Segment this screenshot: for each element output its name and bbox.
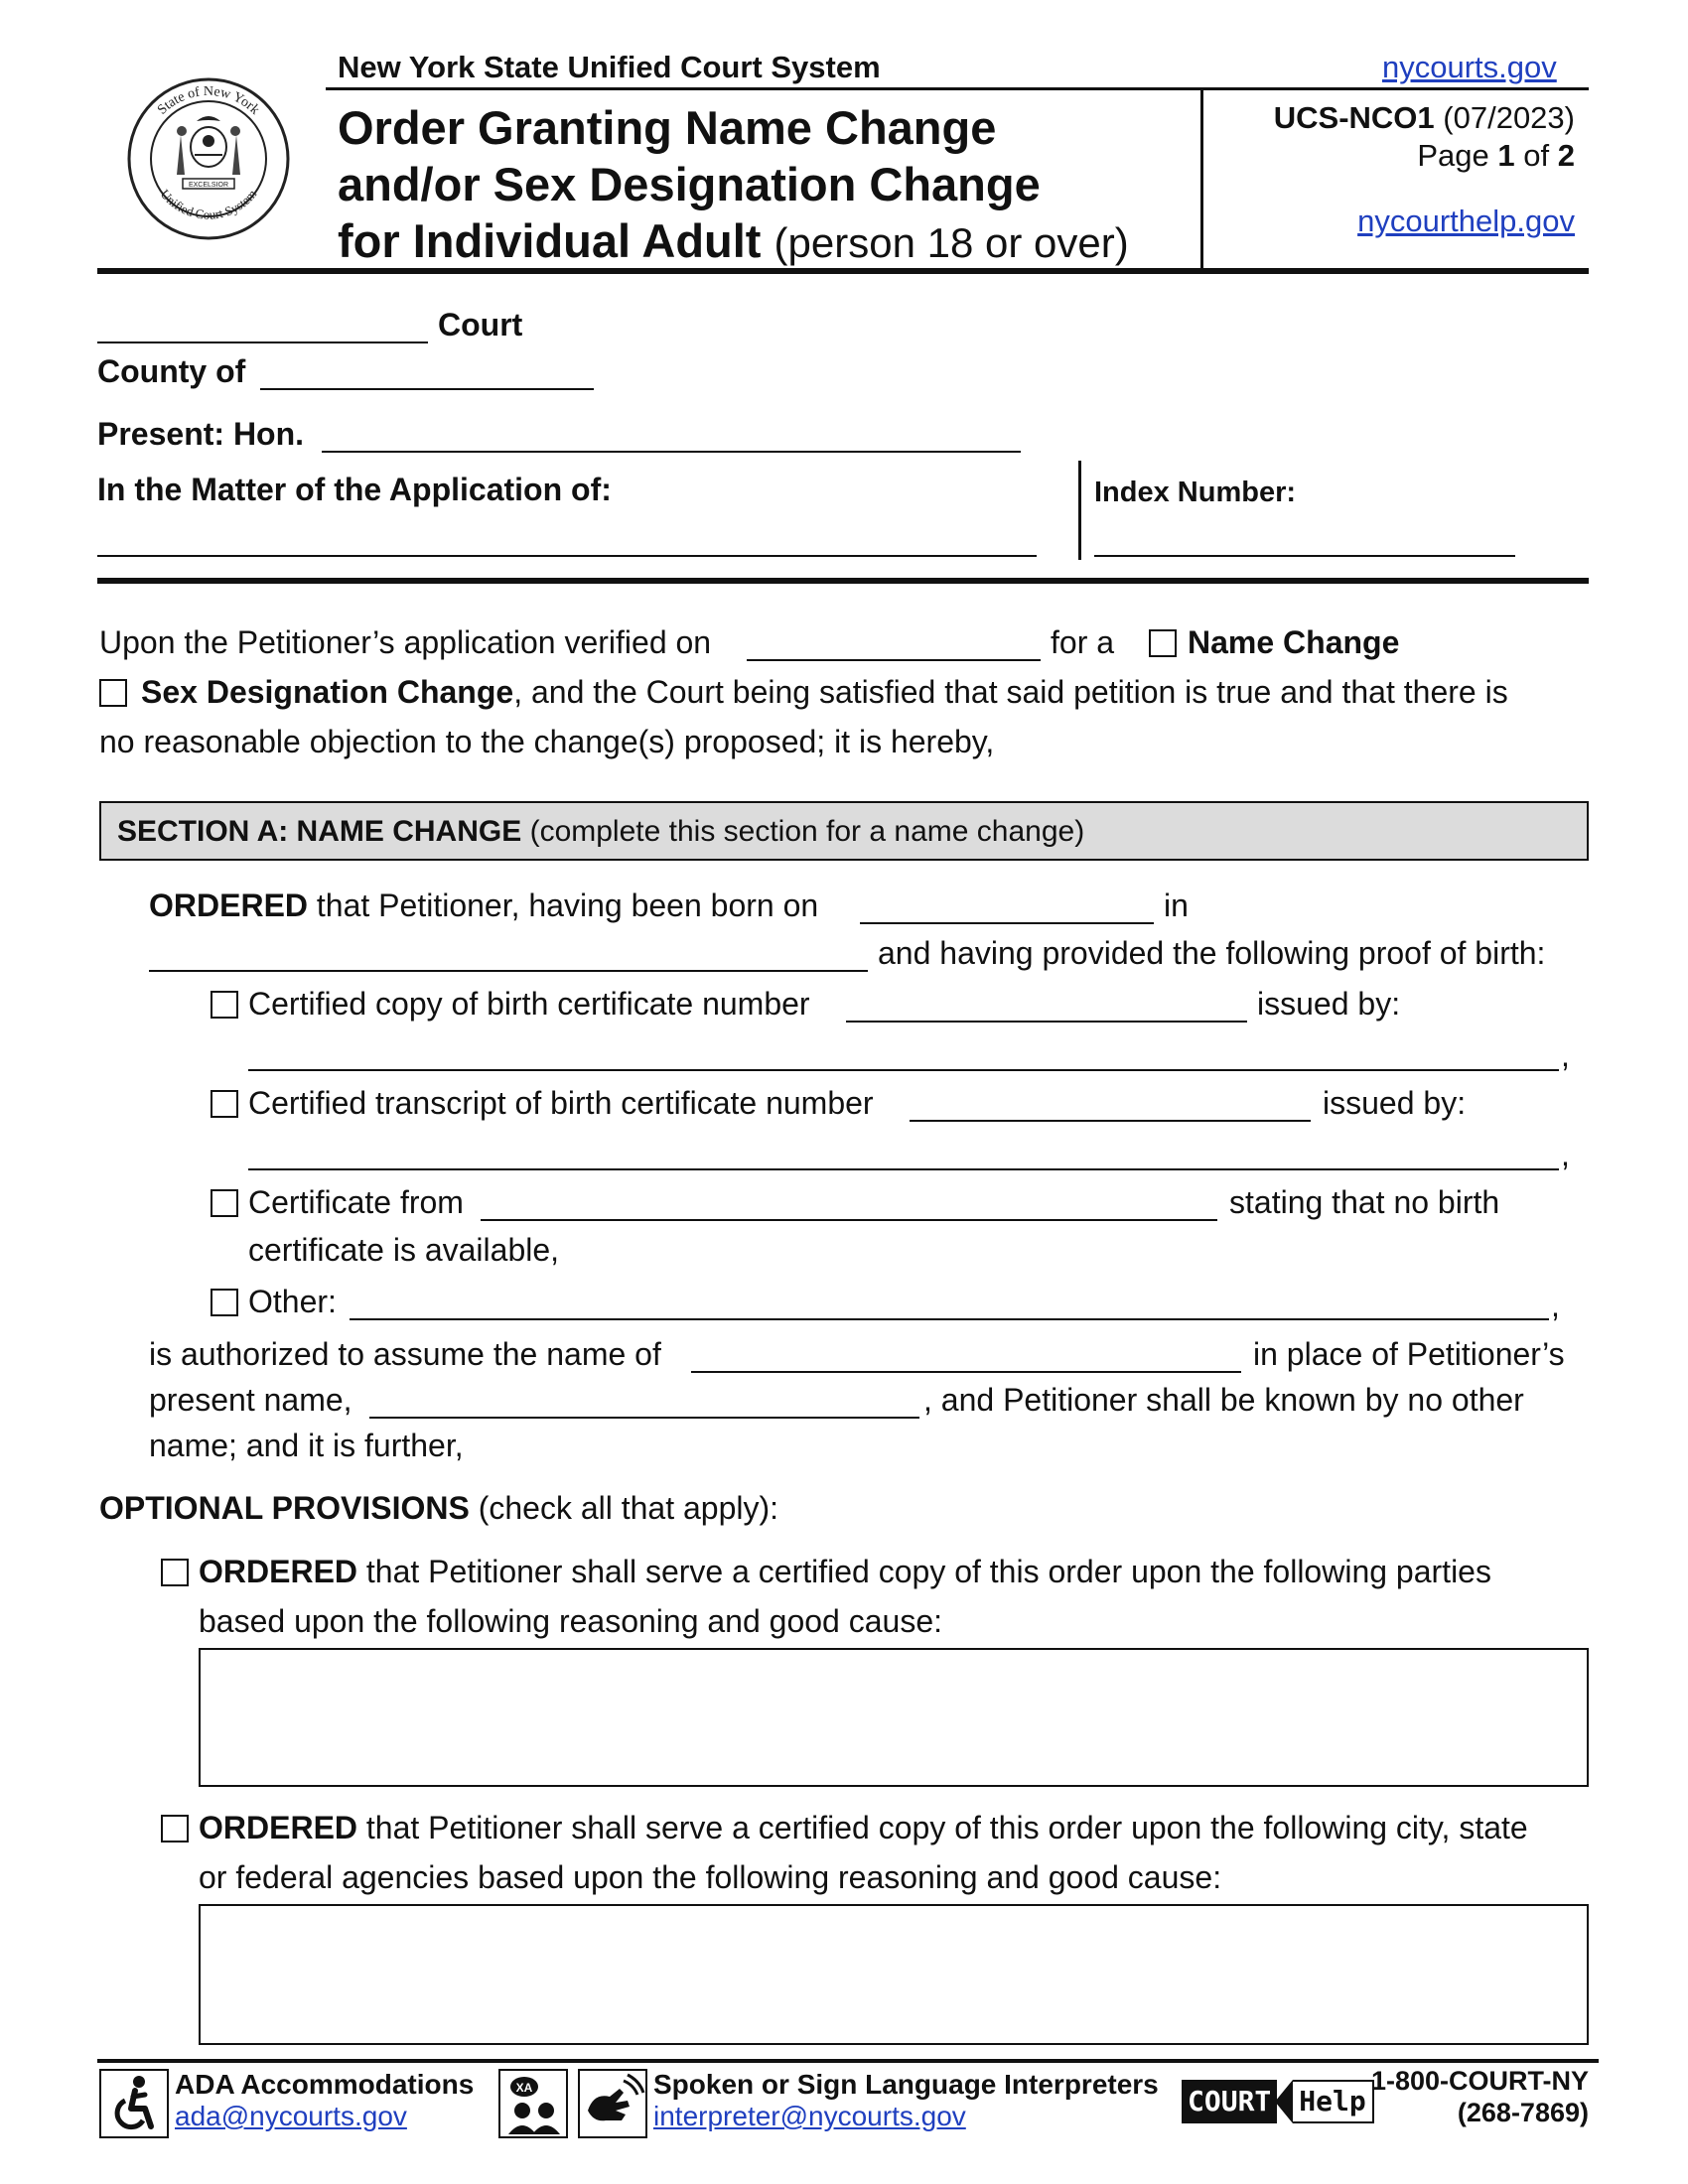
birth-cert-copy-label: Certified copy of birth certificate number (248, 986, 810, 1022)
in-text: in (1164, 887, 1189, 923)
in-place-text: in place of Petitioner’s (1253, 1336, 1565, 1372)
nycourthelp-link[interactable]: nycourthelp.gov (1357, 204, 1575, 238)
phone-digits: (268-7869) (1457, 2098, 1589, 2127)
birth-date-field[interactable] (860, 922, 1154, 924)
certificate-from-label: Certificate from (248, 1184, 464, 1220)
page-indicator: Page 1 of 2 (1417, 138, 1575, 173)
sex-designation-label: Sex Designation Change (141, 674, 514, 710)
no-birth-cert-checkbox[interactable] (211, 1189, 238, 1217)
index-divider (1078, 461, 1081, 560)
index-number-field[interactable] (1094, 555, 1515, 557)
name-change-checkbox[interactable] (1149, 629, 1177, 657)
ada-label: ADA Accommodations (175, 2069, 475, 2100)
serve-parties-text: ORDERED that Petitioner shall serve a certified copy of this order upon the following parties (199, 1554, 1491, 1589)
court-help-logo: COURT Help (1182, 2077, 1374, 2126)
interpreters-label: Spoken or Sign Language Interpreters (653, 2069, 1159, 2100)
section-a-title: SECTION A: NAME CHANGE (complete this section for a name change) (117, 815, 1085, 848)
ny-state-seal-icon (125, 75, 292, 242)
county-label: County of (97, 353, 246, 389)
svg-text:EXCELSIOR: EXCELSIOR (188, 182, 229, 189)
birth-place-field[interactable] (149, 970, 868, 972)
serve-parties-text-2: based upon the following reasoning and good cause: (199, 1603, 943, 1639)
svg-text:Unified Court System: Unified Court System (157, 186, 260, 222)
index-number-label: Index Number: (1094, 477, 1297, 508)
proof-text: and having provided the following proof of birth: (878, 935, 1546, 971)
header-rule (326, 87, 1589, 90)
header-divider (1200, 89, 1203, 270)
title-adult: for Individual Adult (338, 214, 762, 267)
help-arrow-icon (1275, 2080, 1293, 2123)
present-name-field[interactable] (369, 1417, 919, 1419)
present-hon-label: Present: Hon. (97, 416, 305, 452)
present-name-text: present name, (149, 1382, 352, 1418)
sign-language-icon (578, 2069, 647, 2138)
language-interpreter-icon (498, 2069, 568, 2138)
intro-line-2: Sex Designation Change, and the Court being satisfied that said petition is true and that there is (141, 674, 1508, 710)
birth-cert-copy-issuer-field[interactable] (248, 1069, 1559, 1071)
caption-bottom-rule (97, 578, 1589, 584)
nycourts-link[interactable]: nycourts.gov (1382, 50, 1557, 84)
court-system-name: New York State Unified Court System (338, 50, 881, 84)
form-title-line2: and/or Sex Designation Change (338, 158, 1041, 210)
optional-heading: OPTIONAL PROVISIONS (check all that apply): (99, 1490, 779, 1526)
assume-name-text: is authorized to assume the name of (149, 1336, 661, 1372)
opt1-issued-label: issued by: (1257, 986, 1401, 1022)
serve-agencies-textbox[interactable] (199, 1904, 1589, 2045)
accessibility-icon (99, 2069, 169, 2138)
phone-number: 1-800-COURT-NY (1370, 2066, 1589, 2096)
birth-cert-copy-number-field[interactable] (846, 1021, 1247, 1023)
county-field[interactable] (260, 388, 594, 390)
intro-text-2: for a (1051, 624, 1115, 660)
certificate-from-field[interactable] (481, 1219, 1217, 1221)
birth-cert-copy-checkbox[interactable] (211, 991, 238, 1019)
court-name-field[interactable] (97, 341, 428, 343)
known-text: , and Petitioner shall be known by no other (923, 1382, 1524, 1418)
verified-date-field[interactable] (747, 659, 1041, 661)
serve-agencies-checkbox[interactable] (161, 1815, 189, 1843)
form-title-line3 (338, 212, 1129, 271)
intro-text-4: no reasonable objection to the change(s) proposed; it is hereby, (99, 724, 995, 759)
svg-text:State of New York: State of New York (155, 83, 262, 118)
other-proof-checkbox[interactable] (211, 1289, 238, 1316)
footer-rule (97, 2059, 1599, 2063)
judge-name-field[interactable] (322, 451, 1021, 453)
applicant-name-field[interactable] (97, 555, 1037, 557)
serve-agencies-text: ORDERED that Petitioner shall serve a certified copy of this order upon the following city, state (199, 1810, 1528, 1845)
serve-parties-textbox[interactable] (199, 1648, 1589, 1787)
birth-cert-transcript-label: Certified transcript of birth certificate number (248, 1085, 874, 1121)
new-name-field[interactable] (691, 1371, 1241, 1373)
born-text: ORDERED that Petitioner, having been born on (149, 887, 819, 923)
matter-label: In the Matter of the Application of: (97, 472, 612, 507)
birth-cert-transcript-number-field[interactable] (910, 1120, 1311, 1122)
stating-text: stating that no birth (1229, 1184, 1500, 1220)
interpreter-email-link[interactable]: interpreter@nycourts.gov (653, 2101, 966, 2131)
header-bottom-rule (97, 268, 1589, 274)
svg-text:XA: XA (515, 2081, 533, 2095)
sex-designation-checkbox[interactable] (99, 679, 127, 707)
other-proof-field[interactable] (350, 1318, 1549, 1320)
further-text: name; and it is further, (149, 1428, 464, 1463)
court-label: Court (438, 307, 523, 342)
section-a-header (99, 801, 1589, 861)
birth-cert-transcript-checkbox[interactable] (211, 1090, 238, 1118)
form-title-line1: Order Granting Name Change (338, 101, 997, 154)
title-age-note: (person 18 or over) (774, 219, 1129, 266)
name-change-label: Name Change (1188, 624, 1400, 660)
other-label: Other: (248, 1284, 337, 1319)
serve-agencies-text-2: or federal agencies based upon the following reasoning and good cause: (199, 1859, 1222, 1895)
cert-unavailable-text: certificate is available, (248, 1232, 560, 1268)
serve-parties-checkbox[interactable] (161, 1559, 189, 1586)
birth-cert-transcript-issuer-field[interactable] (248, 1168, 1559, 1170)
intro-text-1: Upon the Petitioner’s application verified on (99, 624, 712, 660)
opt2-issued-label: issued by: (1323, 1085, 1467, 1121)
form-code: UCS-NCO1 (07/2023) (1273, 100, 1575, 135)
ada-email-link[interactable]: ada@nycourts.gov (175, 2101, 407, 2131)
